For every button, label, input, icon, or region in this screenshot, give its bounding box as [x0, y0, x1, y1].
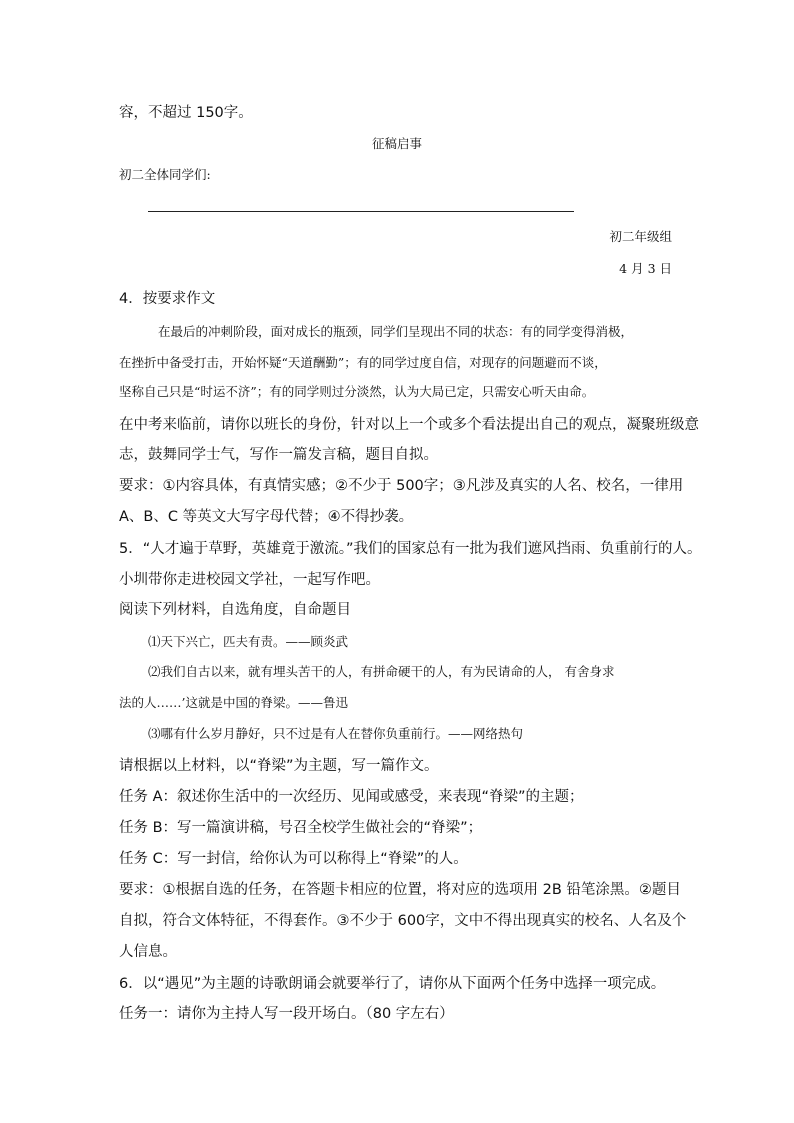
notice-date: 4 月 3 日	[619, 261, 672, 276]
notice-signature: 初二年级组	[609, 229, 672, 244]
task-line: 任务一：请你为主持人写一段开场白。（80 字左右）	[119, 1006, 454, 1022]
notice-title: 征稿启事	[371, 136, 422, 151]
text-line: 志，鼓舞同学士气，写作一篇发言稿，题目自拟。	[119, 447, 438, 463]
material-line: 在挫折中备受打击，开始怀疑“天道酬勤”；有的同学过度自信，对现存的问题避而不谈，	[119, 355, 607, 370]
task-line: 任务 B：写一篇演讲稿，号召全校学生做社会的“脊梁”；	[119, 820, 483, 836]
text-line: 阅读下列材料，自选角度，自命题目	[119, 602, 351, 618]
text-line: 容，不超过 150字。	[119, 105, 253, 121]
material-line: 坚称自己只是“时运不济”；有的同学则过分淡然，认为大局已定，只需安心听天由命。	[119, 384, 595, 399]
question-heading: 6．以“遇见”为主题的诗歌朗诵会就要举行了，请你从下面两个任务中选择一项完成。	[119, 976, 666, 992]
requirement-line: 自拟，符合文体特征，不得套作。③不少于 600字，文中不得出现真实的校名、人名及个	[119, 913, 687, 929]
text-line: 请根据以上材料，以“脊梁”为主题，写一篇作文。	[119, 758, 439, 774]
requirement-line: 人信息。	[119, 944, 177, 960]
material-line: 法的人……’这就是中国的脊梁。——鲁迅	[119, 695, 348, 710]
requirement-line: 要求：①根据自选的任务，在答题卡相应的位置，将对应的选项用 2B 铅笔涂黑。②题目	[119, 882, 681, 898]
question-heading: 5．“人才遍于草野，英雄竟于激流。”我们的国家总有一批为我们遮风挡雨、负重前行的人。	[119, 541, 702, 557]
task-line: 任务 C：写一封信，给你认为可以称得上“脊梁”的人。	[119, 851, 468, 867]
question-heading: 4．按要求作文	[119, 291, 216, 307]
text-line: 小圳带你走进校园文学社，一起写作吧。	[119, 572, 380, 588]
material-line: 在最后的冲刺阶段，面对成长的瓶颈，同学们呈现出不同的状态：有的同学变得消极，	[158, 324, 634, 339]
material-line: ⑵我们自古以来，就有埋头苦干的人，有拼命硬干的人，有为民请命的人， 有舍身求	[148, 664, 615, 679]
material-line: ⑶哪有什么岁月静好，只不过是有人在替你负重前行。——网络热句	[148, 726, 524, 741]
notice-salutation: 初二全体同学们:	[119, 167, 211, 182]
material-line: ⑴天下兴亡，匹夫有责。——顾炎武	[148, 634, 349, 649]
blank-answer-line	[148, 211, 574, 212]
task-line: 任务 A：叙述你生活中的一次经历、见闻或感受，来表现“脊梁”的主题；	[119, 789, 584, 805]
requirement-line: 要求：①内容具体，有真情实感；②不少于 500字；③凡涉及真实的人名、校名，一律用	[119, 478, 684, 494]
requirement-line: A、B、C 等英文大写字母代替；④不得抄袭。	[119, 509, 414, 525]
text-line: 在中考来临前，请你以班长的身份，针对以上一个或多个看法提出自己的观点，凝聚班级意	[119, 417, 699, 433]
